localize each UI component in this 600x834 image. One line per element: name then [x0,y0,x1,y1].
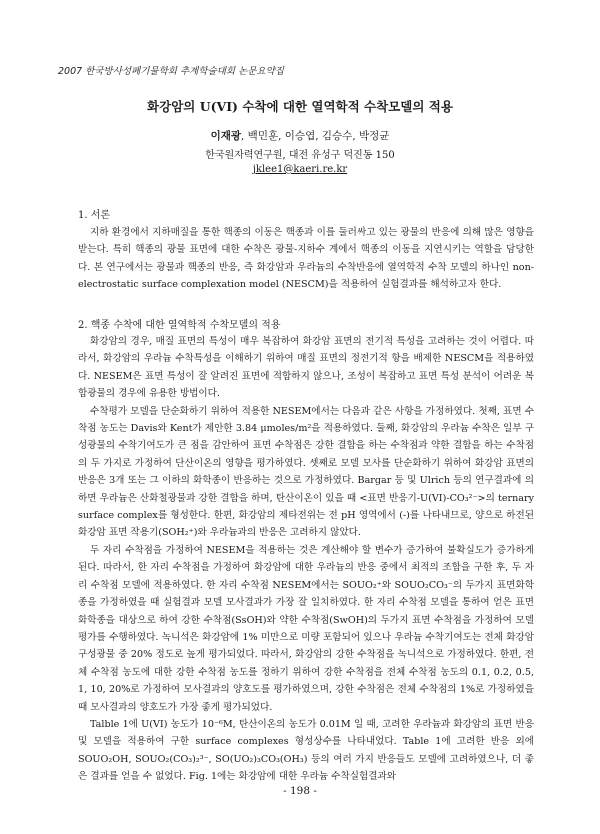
section-2-heading: 2. 핵종 수착에 대한 열역학적 수착모델의 적용 [78,320,281,331]
author-list [0,128,600,143]
co-authors: , 백민훈, 이승엽, 김승수, 박정균 [241,130,390,142]
paper-title: 화강암의 U(VI) 수착에 대한 열역학적 수착모델의 적용 [147,99,453,114]
running-header: 2007 한국방사성폐기물학회 추계학술대회 논문요약집 [58,66,284,77]
section-2-paragraph-3: 두 자리 수착점을 가정하여 NESEM을 적용하는 것은 계산해야 할 변수가 증가하여 불확실도가 증가하게 된다. 따라서, 한 자리 수착점을 가정하여 화강암에 대한 우라늄의 반응 중에서 최적의 조합을 구한 후, 두 자리 수착점 모델에 적용하였다. 한 자리 수착점 NESEM에서는 SOUO₂⁺와 SOUO₂CO₃⁻의 두가지 표면화학종을 가정하였을 때 실험결과 모델 모사결과가 가장 잘 일치하였다. 한 자리 수착점 모델을 통하여 얻은 표면화학종을 대상으로 하여 강한 수착점(SsOH)와 약한 수착점(SwOH)의 두가지 표면 수착점을 가정하여 모델 평가를 수행하였다. 녹니석은 화강암에 1% 미만으로 미량 포함되어 있으나 우라늄 수착기여도는 전체 화강암 구성광물 중 20% 정도로 높게 평가되었다. 따라서, 화강암의 강한 수착점을 녹니석으로 가정하였다. 한편, 전체 수착점 농도에 대한 강한 수착점 농도를 정하기 위하여 강한 수착점을 전체 수착점 농도의 0.1, 0.2, 0.5, 1, 10, 20%로 가정하여 모사결과의 양호도를 평가하였으며, 강한 수착점은 전체 수착점의 1%로 가정하였을 때 모사결과의 양호도가 가장 좋게 평가되었다. [78,544,534,713]
section-2-body [78,333,534,786]
section-1-paragraph-1: 지하 환경에서 지하매질을 통한 핵종의 이동은 핵종과 이를 둘러싸고 있는 광물의 반응에 의해 많은 영향을 받는다. 특히 핵종의 광물 표면에 대한 수착은 광물-지하수 계에서 핵종의 이동을 지연시키는 역할을 담당한다. 본 연구에서는 광물과 핵종의 반응, 즉 화강암과 우라늄의 수착반응에 열역학적 수착 모델의 하나인 non-electrostatic surface complexation model (NESCM)을 적용하여 실험결과를 해석하고자 한다. [78,227,534,291]
affiliation: 한국원자력연구원, 대전 유성구 덕진동 150 [205,150,395,161]
section-2-paragraph-2: 수착평가 모델을 단순화하기 위하여 적용한 NESEM에서는 다음과 같은 사항을 가정하였다. 첫째, 표면 수착점 농도는 Davis와 Kent가 제안한 3.84 μmoles/m²을 적용하였다. 둘째, 화강암의 우라늄 수착은 일부 구성광물의 수착기여도가 큰 점을 감안하여 표면 수착점은 강한 결합을 하는 수착점과 약한 결합을 하는 수착점의 두 가지로 가정하여 단산이온의 영향을 평가하였다. 셋째로 모델 모사를 단순화하기 위하여 화강암 표면의 반응은 3개 또는 그 이하의 화학종이 반응하는 것으로 가정하였다. Bargar 등 및 Ulrich 등의 연구결과에 의하면 우라늄은 산화철광물과 강한 결합을 하며, 탄산이온이 있을 때 <표면 반응기-U(VI)-CO₃²⁻>의 ternary surface complex를 형성한다. 한편, 화강암의 제타전위는 전 pH 영역에서 (-)를 나타내므로, 양으로 하전된 화강암 표면 작용기(SOH₂⁺)와 우라늄과의 반응은 고려하지 않았다. [78,405,534,539]
author-email: jklee1@kaeri.re.kr [252,164,348,175]
section-2-paragraph-1: 화강암의 경우, 매질 표면의 특성이 매우 복잡하여 화강암 표면의 전기적 특성을 고려하는 것이 어렵다. 따라서, 화강암의 우라늄 수착특성을 이해하기 위하여 매질 표면의 정전기적 항을 배제한 NESCM을 적용하였다. NESEM은 표면 특성이 잘 알려진 표면에 적합하지 않으나, 조성이 복잡하고 표면 특성 분석이 어려운 복합광물의 경우에 유용한 방법이다. [78,336,534,400]
section-1-heading: 1. 서론 [78,210,111,221]
section-1-body [78,224,534,294]
first-author: 이재광 [210,130,241,142]
page-number: - 198 - [283,785,317,797]
section-2-paragraph-4: Talble 1에 U(VI) 농도가 10⁻⁶M, 탄산이온의 농도가 0.01M 일 때, 고려한 우라늄과 화강암의 표면 반응 및 모델을 적용하여 구한 surface complexes 형성상수를 나타내었다. Table 1에 고려한 반응 외에 SOUO₂OH, SOUO₂(CO₃)₂³⁻, SO(UO₂)₃CO₃(OH₃) 등의 여러 가지 반응들도 모델에 고려하였으나, 더 좋은 결과를 얻을 수 없었다. Fig. 1에는 화강암에 대한 우라늄 수착실험결과와 [78,718,534,783]
